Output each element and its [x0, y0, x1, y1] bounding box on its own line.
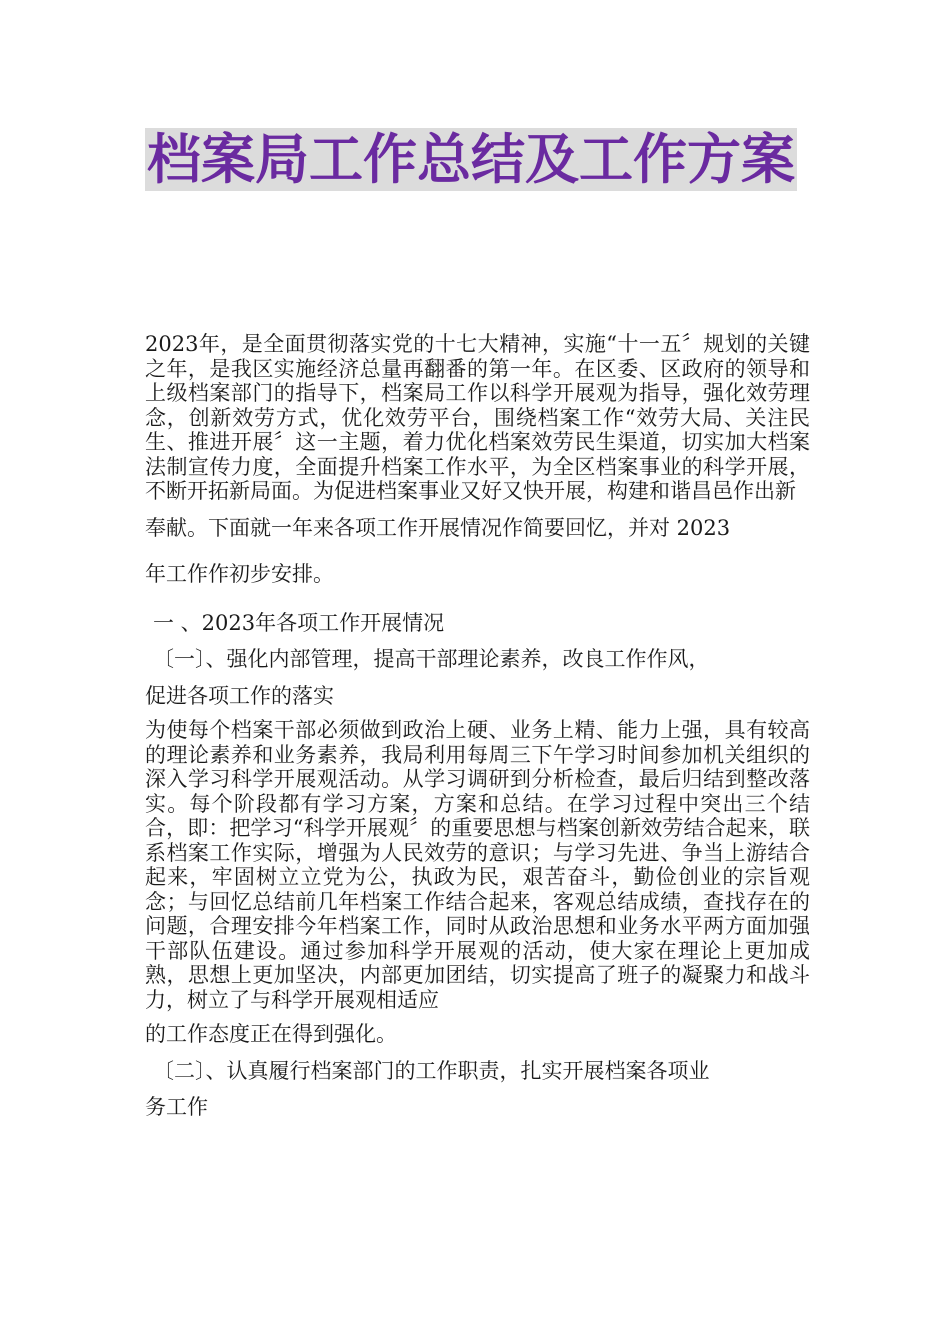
document-body [145, 332, 810, 1120]
body-paragraph: 2023年，是全面贯彻落实党的十七大精神，实施“十一五〞规划的关键之年，是我区实施经济总量再翻番的第一年。在区委、区政府的领导和上级档案部门的指导下，档案局工作以科学开展观为指导，强化效劳理念，创新效劳方式，优化效劳平台，围绕档案工作“效劳大局、关注民生、推进开展〞这一主题，着力优化档案效劳民生渠道，切实加大档案法制宣传力度，全面提升档案工作水平，为全区档案事业的科学开展，不断开拓新局面。为促进档案事业又好又快开展，构建和谐昌邑作出新 [145, 332, 810, 503]
document-title-text: 档案局工作总结及工作方案 [147, 128, 795, 191]
section-heading: 一 、2023年各项工作开展情况 [153, 610, 445, 635]
body-paragraph: 奉献。下面就一年来各项工作开展情况作简要回忆，并对 2023 [145, 515, 731, 540]
subsection-heading-continued: 务工作 [145, 1095, 208, 1119]
body-paragraph: 的工作态度正在得到强化。 [145, 1022, 397, 1046]
subsection-heading: 〔二〕、认真履行档案部门的工作职责，扎实开展档案各项业 [153, 1058, 710, 1083]
body-paragraph: 为使每个档案干部必须做到政治上硬、业务上精、能力上强，具有较高的理论素养和业务素养，我局利用每周三下午学习时间参加机关组织的深入学习科学开展观活动。从学习调研到分析检查，最后归结到整改落实。每个阶段都有学习方案，方案和总结。在学习过程中突出三个结合，即：把学习“科学开展观〞的重要思想与档案创新效劳结合起来，联系档案工作实际，增强为人民效劳的意识；与学习先进、争当上游结合起来，牢固树立立党为公，执政为民，艰苦奋斗，勤俭创业的宗旨观念；与回忆总结前几年档案工作结合起来，客观总结成绩，查找存在的问题，合理安排今年档案工作，同时从政治思想和业务水平两方面加强干部队伍建设。通过参加科学开展观的活动，使大家在理论上更加成熟，思想上更加坚决，内部更加团结，切实提高了班子的凝聚力和战斗力，树立了与科学开展观相适应 [145, 718, 810, 1012]
subsection-heading-continued: 促进各项工作的落实 [145, 683, 334, 708]
body-paragraph: 年工作作初步安排。 [145, 562, 334, 586]
document-title [145, 128, 825, 192]
subsection-heading: 〔一〕、强化内部管理，提高干部理论素养，改良工作作风， [153, 647, 710, 671]
